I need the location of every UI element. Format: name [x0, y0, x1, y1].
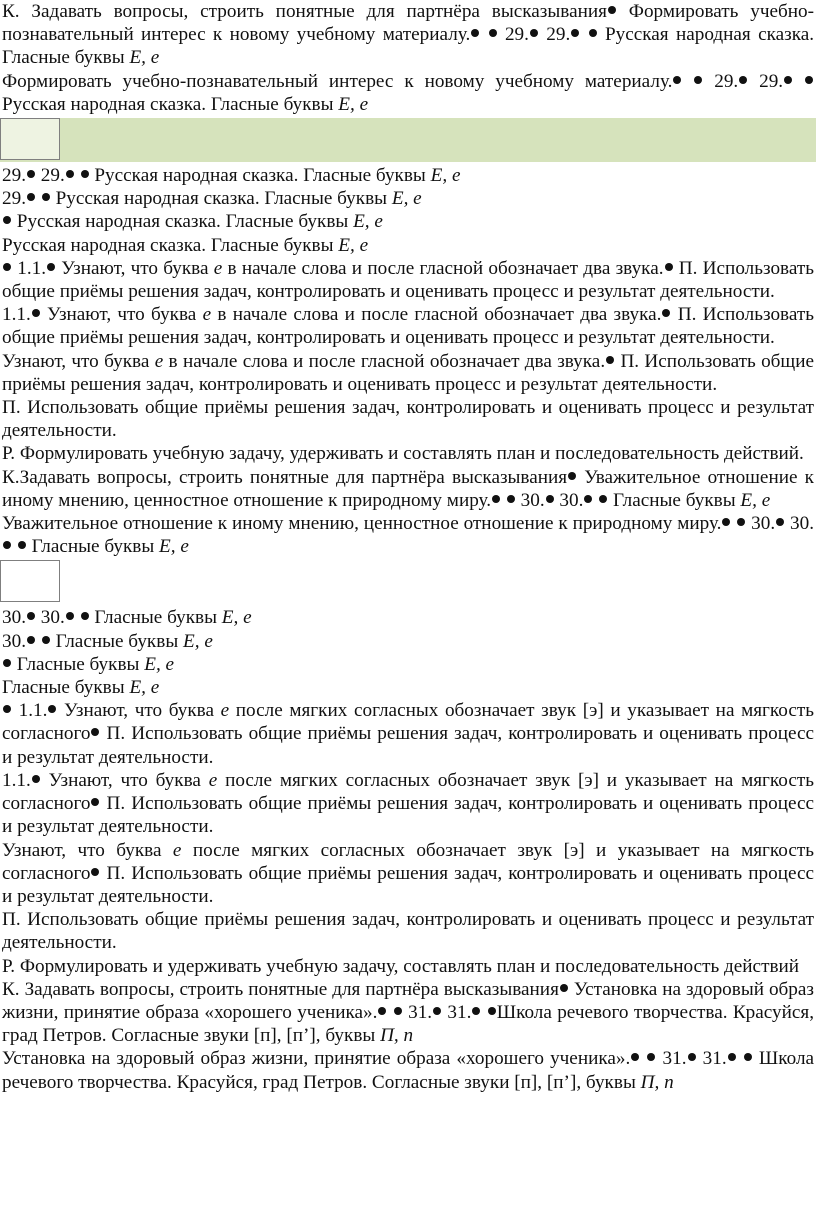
- text-run: К.Задавать вопросы, строить понятные для партнёра высказывания: [2, 466, 568, 488]
- text-run: Формировать учебно-познавательный интерес к новому учебному материалу.: [2, 70, 673, 92]
- paragraph-p21: [0, 908, 816, 954]
- table-cell-empty: [0, 560, 60, 602]
- text-run: П. Использовать общие приёмы решения задач, контролировать и оценивать процесс и результат деятельности.: [2, 723, 814, 768]
- bullet-icon: [3, 705, 11, 713]
- text-run: Формировать учебно-познавательный интерес к новому учебному материалу.: [2, 1, 815, 46]
- text-run: Русская народная сказка. Гласные буквы: [2, 234, 339, 256]
- bullet-icon: [378, 1007, 386, 1015]
- text-run: Установка на здоровый образ жизни, принятие образа «хорошего ученика».: [2, 1048, 631, 1070]
- text-run: 31.: [696, 1048, 727, 1070]
- italic-letters: е: [220, 700, 230, 722]
- text-run: П. Использовать общие приёмы решения задач, контролировать и оценивать процесс и результат деятельности.: [2, 350, 814, 395]
- italic-letters: Е, е: [740, 489, 771, 511]
- text-run: Узнают, что буква: [40, 769, 209, 791]
- text-run: 29.: [703, 70, 739, 92]
- bullet-icon: [546, 495, 554, 503]
- text-run: К. Задавать вопросы, строить понятные для партнёра высказывания: [2, 978, 559, 1000]
- bullet-icon: [91, 798, 99, 806]
- italic-letters: Е, е: [129, 677, 160, 699]
- bullet-icon: [673, 76, 681, 84]
- text-run: 31.: [402, 1001, 433, 1023]
- paragraph-p8: [0, 303, 816, 349]
- paragraph-p20: [0, 839, 816, 909]
- text-run: 31.: [442, 1001, 472, 1023]
- text-run: после мягких согласных обозначает звук [э] и указывает на мягкость согласного: [2, 769, 814, 815]
- bullet-icon: [472, 1007, 480, 1015]
- bullet-icon: [776, 518, 784, 526]
- bullet-icon: [3, 216, 11, 224]
- bullet-icon: [584, 495, 592, 503]
- text-run: 1.1.: [12, 700, 48, 722]
- italic-letters: П, п: [640, 1071, 674, 1093]
- text-run: Уважительное отношение к иному мнению, ценностное отношение к природному миру.: [2, 466, 814, 511]
- text-run: 29.: [2, 165, 26, 187]
- paragraph-p12: [0, 466, 816, 512]
- text-run: Установка на здоровый образ жизни, принятие образа «хорошего ученика».: [2, 978, 814, 1023]
- bullet-icon: [608, 6, 616, 14]
- text-run: Уважительное отношение к иному мнению, ценностное отношение к природному миру.: [2, 513, 722, 535]
- text-run: П. Использовать общие приёмы решения задач, контролировать и оценивать процесс и результат деятельности.: [2, 862, 814, 907]
- bullet-icon: [694, 76, 702, 84]
- bullet-icon: [606, 356, 614, 364]
- text-run: 1.1.: [2, 769, 31, 791]
- text-run: Русская народная сказка. Гласные буквы: [2, 93, 339, 115]
- italic-letters: е: [202, 304, 212, 326]
- bullet-icon: [737, 518, 745, 526]
- text-run: 29.: [497, 24, 529, 46]
- bullet-icon: [488, 1007, 496, 1015]
- italic-letters: Е, е: [353, 211, 383, 233]
- paragraph-p24: [0, 1047, 816, 1093]
- bullet-icon: [722, 518, 730, 526]
- text-run: Русская народная сказка. Гласные буквы: [89, 165, 431, 187]
- italic-letters: Е, е: [183, 630, 213, 652]
- paragraph-p22: [0, 955, 816, 978]
- bullet-icon: [3, 541, 11, 549]
- bullet-icon: [27, 170, 35, 178]
- text-run: 29.: [748, 70, 784, 92]
- text-run: Узнают, что буква: [56, 257, 214, 279]
- bullet-icon: [48, 705, 56, 713]
- bullet-icon: [571, 29, 579, 37]
- paragraph-p16: [0, 653, 816, 676]
- italic-letters: Е, е: [391, 188, 422, 210]
- bullet-icon: [560, 984, 568, 992]
- bullet-icon: [489, 29, 497, 37]
- text-run: Русская народная сказка. Гласные буквы: [2, 24, 815, 69]
- text-run: [12, 536, 17, 557]
- bullet-icon: [27, 193, 35, 201]
- paragraph-p5: [0, 210, 816, 233]
- table-cell-empty: [0, 118, 60, 160]
- text-run: [737, 1048, 743, 1069]
- bullet-icon: [42, 193, 50, 201]
- bullet-icon: [91, 868, 99, 876]
- italic-letters: Е, е: [430, 165, 461, 187]
- text-run: П. Использовать общие приёмы решения задач, контролировать и оценивать процесс и результат деятельности.: [2, 257, 815, 303]
- text-run: Гласные буквы: [2, 677, 130, 699]
- text-run: [593, 490, 598, 511]
- italic-letters: е: [172, 839, 182, 861]
- text-run: 30.: [2, 607, 26, 629]
- text-run: в начале слова и после гласной обозначает два звука.: [163, 350, 606, 372]
- bullet-icon: [81, 170, 89, 178]
- paragraph-p6: [0, 234, 816, 257]
- bullet-icon: [744, 1053, 752, 1061]
- text-run: 1.1.: [12, 257, 47, 279]
- text-run: 30.: [2, 630, 26, 652]
- text-run: 29.: [2, 188, 26, 210]
- text-run: П. Использовать общие приёмы решения задач, контролировать и оценивать процесс и результат деятельности.: [2, 397, 814, 442]
- text-section-c: [0, 606, 816, 1093]
- text-run: 30.: [515, 489, 545, 511]
- bullet-icon: [42, 636, 50, 644]
- table-band-30: [0, 560, 816, 604]
- paragraph-p1: [0, 0, 816, 70]
- text-run: Гласные буквы: [50, 630, 184, 652]
- text-run: 30.: [785, 513, 815, 535]
- bullet-icon: [66, 170, 74, 178]
- text-run: 31.: [656, 1048, 687, 1070]
- paragraph-p2: [0, 70, 816, 116]
- bullet-icon: [471, 29, 479, 37]
- text-run: 30.: [746, 513, 776, 535]
- bullet-icon: [66, 612, 74, 620]
- text-run: [387, 1002, 392, 1023]
- text-run: 30.: [554, 489, 584, 511]
- bullet-icon: [507, 495, 515, 503]
- bullet-icon: [27, 612, 35, 620]
- bullet-icon: [530, 29, 538, 37]
- text-run: 30.: [35, 607, 65, 629]
- text-run: П. Использовать общие приёмы решения задач, контролировать и оценивать процесс и результат деятельности.: [2, 793, 814, 838]
- bullet-icon: [599, 495, 607, 503]
- bullet-icon: [18, 541, 26, 549]
- italic-letters: П, п: [380, 1025, 414, 1047]
- text-run: 29.: [538, 24, 571, 46]
- paragraph-p14: [0, 606, 816, 629]
- text-run: Гласные буквы: [608, 489, 741, 511]
- italic-letters: Е, е: [129, 47, 160, 69]
- bullet-icon: [433, 1007, 441, 1015]
- text-run: Узнают, что буква: [57, 700, 221, 722]
- paragraph-p18: [0, 699, 816, 769]
- bullet-icon: [739, 76, 747, 84]
- text-run: 29.: [35, 165, 65, 187]
- paragraph-p3: [0, 164, 816, 187]
- text-run: Гласные буквы: [26, 536, 160, 558]
- text-run: Узнают, что буква: [2, 839, 173, 861]
- text-run: [481, 1002, 486, 1023]
- text-section-a: [0, 0, 816, 116]
- text-run: Узнают, что буква: [40, 304, 203, 326]
- bullet-icon: [665, 263, 673, 271]
- text-run: Р. Формулировать и удерживать учебную задачу, составлять план и последовательность действий: [2, 955, 800, 977]
- text-run: К. Задавать вопросы, строить понятные для партнёра высказывания: [2, 1, 607, 22]
- paragraph-p4: [0, 187, 816, 210]
- text-section-b: [0, 164, 816, 558]
- text-run: [580, 24, 587, 45]
- bullet-icon: [91, 728, 99, 736]
- paragraph-p15: [0, 630, 816, 653]
- bullet-icon: [589, 29, 597, 37]
- bullet-icon: [784, 76, 792, 84]
- text-run: П. Использовать общие приёмы решения задач, контролировать и оценивать процесс и результат деятельности.: [2, 909, 814, 954]
- paragraph-p17: [0, 676, 816, 699]
- italic-letters: Е, е: [221, 607, 252, 629]
- text-run: [682, 71, 693, 92]
- text-run: Гласные буквы: [89, 607, 222, 629]
- text-run: 1.1.: [2, 304, 31, 326]
- paragraph-p19: [0, 769, 816, 839]
- text-run: [36, 188, 41, 209]
- italic-letters: е: [154, 350, 164, 372]
- text-run: в начале слова и после гласной обозначает два звука.: [222, 257, 664, 279]
- text-run: Гласные буквы: [12, 653, 145, 675]
- paragraph-p11: [0, 442, 816, 465]
- italic-letters: Е, е: [338, 93, 369, 115]
- bullet-icon: [394, 1007, 402, 1015]
- italic-letters: Е, е: [338, 234, 369, 256]
- paragraph-p9: [0, 350, 816, 396]
- bullet-icon: [631, 1053, 639, 1061]
- text-run: Узнают, что буква: [2, 350, 155, 372]
- text-run: Русская народная сказка. Гласные буквы: [50, 188, 392, 210]
- bullet-icon: [81, 612, 89, 620]
- text-run: Русская народная сказка. Гласные буквы: [12, 211, 354, 233]
- bullet-icon: [568, 472, 576, 480]
- italic-letters: Е, е: [159, 536, 189, 558]
- table-band-29: [0, 118, 816, 162]
- text-run: [501, 490, 506, 511]
- text-run: в начале слова и после гласной обозначает два звука.: [211, 304, 662, 326]
- text-run: Р. Формулировать учебную задачу, удерживать и составлять план и последовательность действий.: [2, 443, 804, 465]
- italic-letters: е: [213, 257, 223, 279]
- text-run: [731, 513, 736, 534]
- bullet-icon: [3, 659, 11, 667]
- text-run: после мягких согласных обозначает звук [э] и указывает на мягкость согласного: [2, 700, 814, 745]
- text-run: [75, 607, 80, 628]
- bullet-icon: [32, 775, 40, 783]
- italic-letters: е: [208, 769, 218, 791]
- text-run: [480, 24, 487, 45]
- text-run: Школа речевого творчества. Красуйся, град Петров. Согласные звуки [п], [п’], буквы: [2, 1048, 815, 1093]
- text-run: [793, 71, 804, 92]
- bullet-icon: [728, 1053, 736, 1061]
- bullet-icon: [805, 76, 813, 84]
- text-run: после мягких согласных обозначает звук [э] и указывает на мягкость согласного: [2, 839, 814, 884]
- text-run: П. Использовать общие приёмы решения задач, контролировать и оценивать процесс и результат деятельности.: [2, 304, 814, 349]
- bullet-icon: [688, 1053, 696, 1061]
- text-run: [640, 1048, 646, 1069]
- paragraph-p23: [0, 978, 816, 1048]
- bullet-icon: [492, 495, 500, 503]
- paragraph-p7: [0, 257, 816, 303]
- italic-letters: Е, е: [144, 653, 175, 675]
- bullet-icon: [3, 263, 11, 271]
- bullet-icon: [27, 636, 35, 644]
- bullet-icon: [662, 309, 670, 317]
- text-run: [75, 165, 80, 186]
- paragraph-p10: [0, 396, 816, 442]
- bullet-icon: [32, 309, 40, 317]
- bullet-icon: [647, 1053, 655, 1061]
- text-run: Школа речевого творчества. Красуйся, град Петров. Согласные звуки [п], [п’], буквы: [2, 1001, 815, 1047]
- bullet-icon: [47, 263, 55, 271]
- paragraph-p13: [0, 512, 816, 558]
- text-run: [36, 631, 41, 652]
